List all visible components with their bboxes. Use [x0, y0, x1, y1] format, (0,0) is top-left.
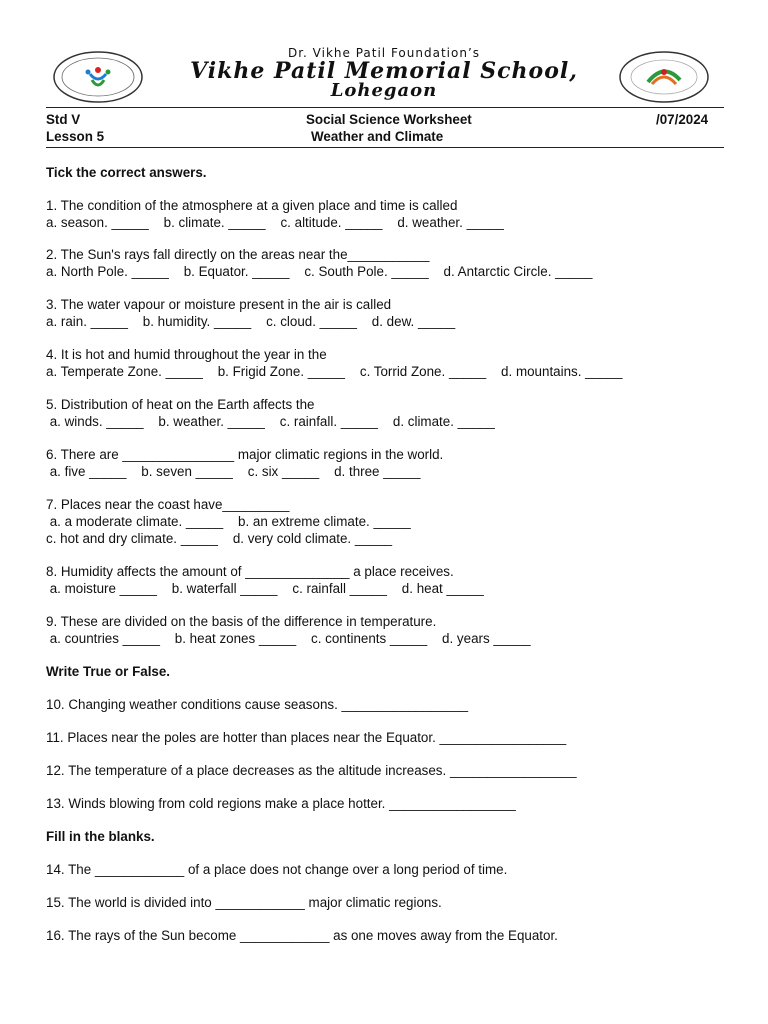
school-name: Vikhe Patil Memorial School, — [190, 58, 578, 84]
question-options: c. hot and dry climate. _____ d. very cold climate. _____ — [46, 531, 393, 546]
section-heading-tick: Tick the correct answers. — [46, 165, 207, 180]
school-logo — [618, 50, 710, 104]
meta-divider — [46, 147, 724, 148]
question-15: 15. The world is divided into ____________ major climatic regions. — [46, 895, 442, 910]
question-options: a. five _____ b. seven _____ c. six _____ d. three _____ — [46, 464, 421, 479]
question-7 — [46, 496, 726, 547]
worksheet-header — [0, 0, 768, 150]
question-options: a. rain. _____ b. humidity. _____ c. cloud. _____ d. dew. _____ — [46, 314, 456, 329]
question-options: a. a moderate climate. _____ b. an extreme climate. _____ — [46, 514, 411, 529]
question-text: 4. It is hot and humid throughout the year in the — [46, 347, 327, 362]
question-text: 8. Humidity affects the amount of ______________ a place receives. — [46, 564, 454, 579]
question-14: 14. The ____________ of a place does not change over a long period of time. — [46, 862, 508, 877]
header-divider — [46, 107, 724, 108]
question-13: 13. Winds blowing from cold regions make a place hotter. _________________ — [46, 796, 516, 811]
question-6 — [46, 446, 726, 480]
topic-title: Weather and Climate — [311, 129, 444, 144]
question-9 — [46, 613, 726, 647]
question-options: a. North Pole. _____ b. Equator. _____ c. South Pole. _____ d. Antarctic Circle. _____ — [46, 264, 593, 279]
lesson-label: Lesson 5 — [46, 129, 105, 144]
question-text: 1. The condition of the atmosphere at a given place and time is called — [46, 198, 458, 213]
question-3 — [46, 296, 726, 330]
question-options: a. Temperate Zone. _____ b. Frigid Zone. _____ c. Torrid Zone. _____ d. mountains. _____ — [46, 364, 623, 379]
question-text: 2. The Sun's rays fall directly on the areas near the___________ — [46, 247, 430, 262]
question-10: 10. Changing weather conditions cause seasons. _________________ — [46, 697, 469, 712]
worksheet-body — [46, 164, 726, 944]
question-8 — [46, 563, 726, 597]
question-text: 7. Places near the coast have_________ — [46, 497, 290, 512]
question-text: 5. Distribution of heat on the Earth affects the — [46, 397, 315, 412]
question-11: 11. Places near the poles are hotter than places near the Equator. _________________ — [46, 730, 567, 745]
question-text: 6. There are _______________ major climatic regions in the world. — [46, 447, 444, 462]
question-1 — [46, 197, 726, 231]
question-2 — [46, 246, 726, 280]
question-options: a. season. _____ b. climate. _____ c. altitude. _____ d. weather. _____ — [46, 215, 504, 230]
question-16: 16. The rays of the Sun become ____________ as one moves away from the Equator. — [46, 928, 558, 943]
question-options: a. winds. _____ b. weather. _____ c. rainfall. _____ d. climate. _____ — [46, 414, 495, 429]
question-options: a. countries _____ b. heat zones _____ c. continents _____ d. years _____ — [46, 631, 531, 646]
subject-title: Social Science Worksheet — [306, 112, 472, 127]
question-5 — [46, 396, 726, 430]
question-text: 9. These are divided on the basis of the difference in temperature. — [46, 614, 437, 629]
question-options: a. moisture _____ b. waterfall _____ c. rainfall _____ d. heat _____ — [46, 581, 484, 596]
section-heading-true-false: Write True or False. — [46, 664, 171, 679]
date-label: /07/2024 — [656, 112, 709, 127]
question-4 — [46, 346, 726, 380]
question-12: 12. The temperature of a place decreases as the altitude increases. _________________ — [46, 763, 577, 778]
standard-label: Std V — [46, 112, 81, 127]
school-location: Lohegaon — [330, 80, 438, 101]
question-text: 3. The water vapour or moisture present in the air is called — [46, 297, 392, 312]
foundation-name: Dr. Vikhe Patil Foundation’s — [287, 46, 481, 60]
section-heading-fill: Fill in the blanks. — [46, 829, 155, 844]
